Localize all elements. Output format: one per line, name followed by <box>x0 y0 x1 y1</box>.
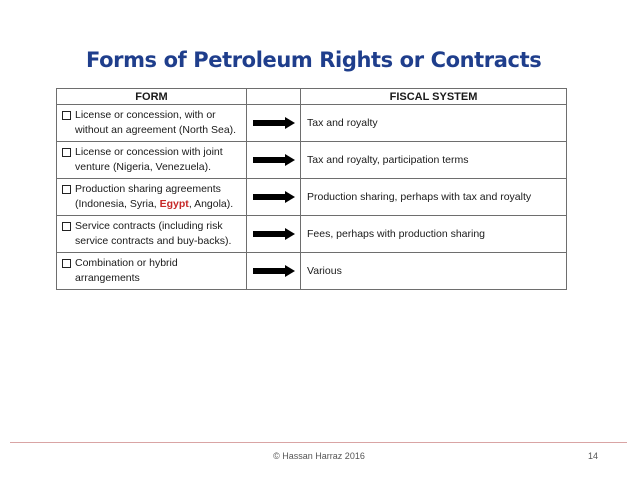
highlight-egypt: Egypt <box>159 198 189 210</box>
petroleum-rights-table <box>56 88 567 290</box>
right-arrow-icon <box>253 154 295 166</box>
checkbox-bullet-icon <box>62 259 71 268</box>
fiscal-cell: Various <box>301 253 567 290</box>
arrow-cell <box>247 105 301 142</box>
header-fiscal-system: FISCAL SYSTEM <box>301 89 567 105</box>
page-number: 14 <box>588 451 599 461</box>
table-row <box>57 179 567 216</box>
form-text: License or concession with joint venture (Nigeria, Venezuela). <box>75 146 223 173</box>
form-text: Production sharing agreements (Indonesia, Syria, Egypt, Angola). <box>75 183 234 210</box>
checkbox-bullet-icon <box>62 222 71 231</box>
fiscal-cell: Production sharing, perhaps with tax and royalty <box>301 179 567 216</box>
checkbox-bullet-icon <box>62 111 71 120</box>
form-cell <box>57 216 247 253</box>
right-arrow-icon <box>253 265 295 277</box>
fiscal-cell: Fees, perhaps with production sharing <box>301 216 567 253</box>
footer-rule <box>10 442 627 443</box>
fiscal-cell: Tax and royalty, participation terms <box>301 142 567 179</box>
arrow-cell <box>247 179 301 216</box>
form-cell <box>57 142 247 179</box>
form-cell <box>57 179 247 216</box>
fiscal-cell: Tax and royalty <box>301 105 567 142</box>
right-arrow-icon <box>253 228 295 240</box>
footer-copyright: © Hassan Harraz 2016 <box>273 451 365 461</box>
table-row <box>57 216 567 253</box>
form-text: Service contracts (including risk service contracts and buy-backs). <box>75 220 232 247</box>
form-text: Combination or hybrid arrangements <box>75 257 178 284</box>
form-text: License or concession, with or without an agreement (North Sea). <box>75 109 237 136</box>
arrow-cell <box>247 216 301 253</box>
table-row <box>57 253 567 290</box>
right-arrow-icon <box>253 191 295 203</box>
checkbox-bullet-icon <box>62 185 71 194</box>
table-header-row <box>57 89 567 105</box>
table-row <box>57 105 567 142</box>
table-row <box>57 142 567 179</box>
form-cell <box>57 105 247 142</box>
arrow-cell <box>247 142 301 179</box>
arrow-cell <box>247 253 301 290</box>
header-form: FORM <box>57 89 247 105</box>
form-cell <box>57 253 247 290</box>
header-arrow-spacer <box>247 89 301 105</box>
slide-title: Forms of Petroleum Rights or Contracts <box>86 48 542 72</box>
right-arrow-icon <box>253 117 295 129</box>
checkbox-bullet-icon <box>62 148 71 157</box>
